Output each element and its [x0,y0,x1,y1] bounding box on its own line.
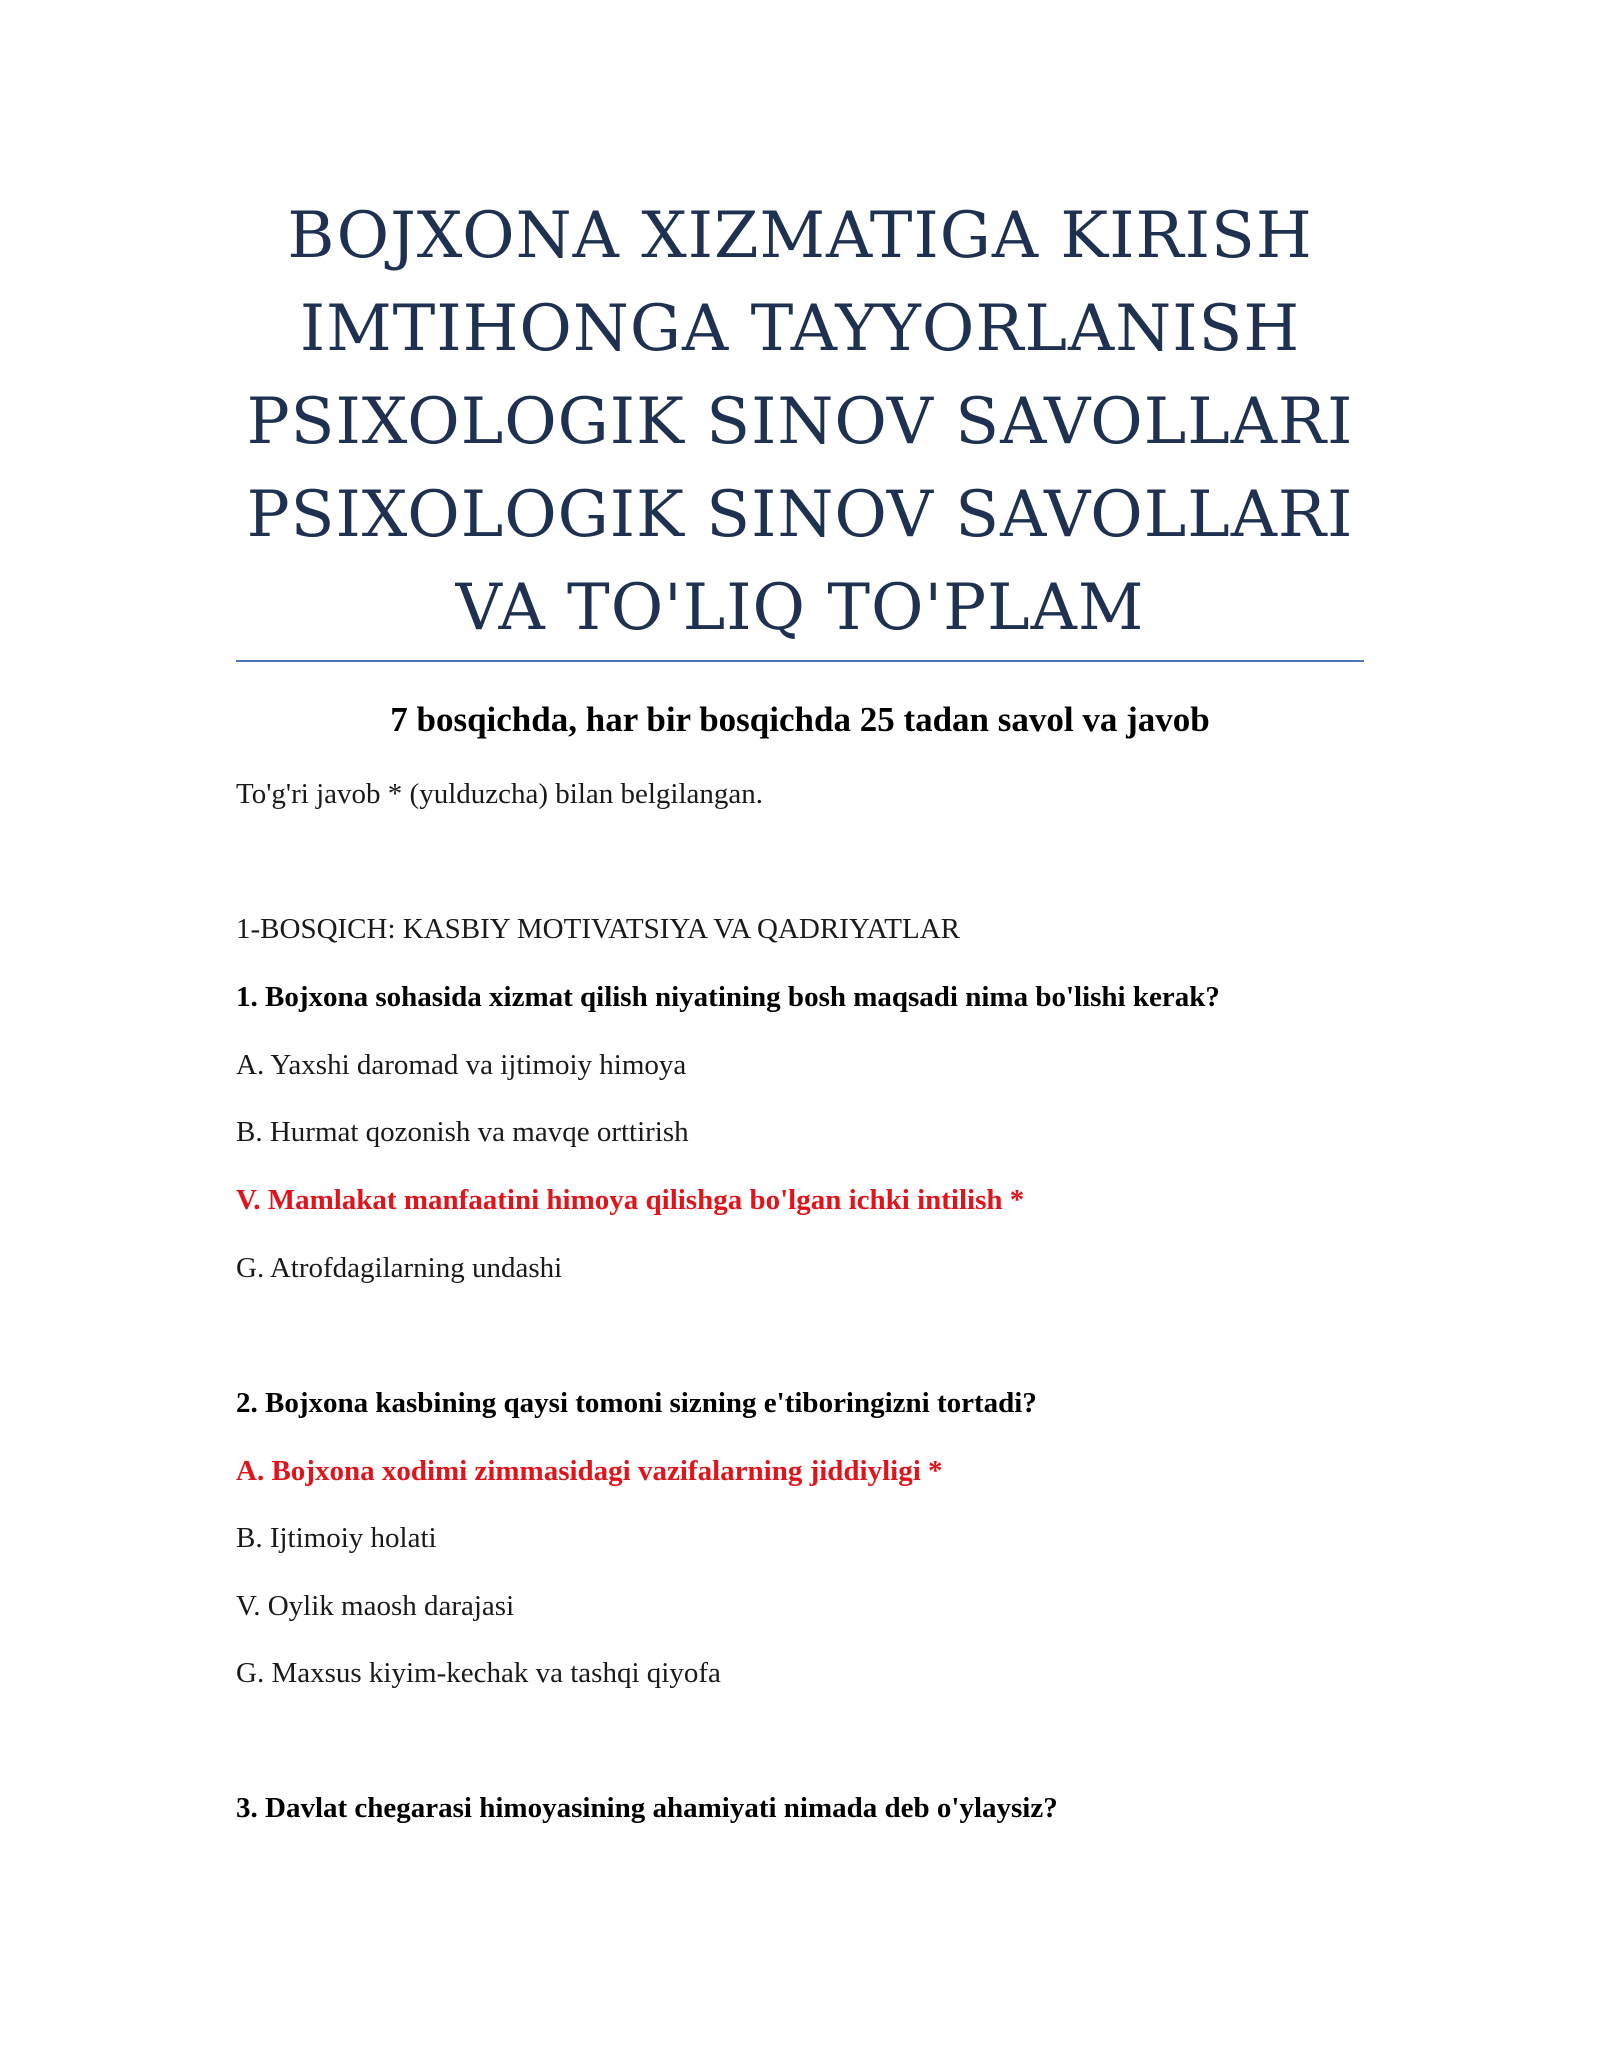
correct-answer-option: V. Mamlakat manfaatini himoya qilishga bo'lgan ichki intilish * [236,1184,1025,1216]
answer-option: B. Ijtimoiy holati [236,1522,437,1554]
title-line: PSIXOLOGIK SINOV SAVOLLARI [246,385,1354,459]
answer-option: B. Hurmat qozonish va mavqe orttirish [236,1116,689,1148]
answer-option: A. Yaxshi daromad va ijtimoiy himoya [236,1049,687,1081]
answer-option: V. Oylik maosh darajasi [236,1590,515,1622]
stage-heading: 1-BOSQICH: KASBIY MOTIVATSIYA VA QADRIYATLAR [236,913,961,945]
answer-option: G. Atrofdagilarning undashi [236,1252,563,1284]
title-line: PSIXOLOGIK SINOV SAVOLLARI [246,478,1354,552]
title-line: VA TO'LIQ TO'PLAM [455,571,1145,645]
question-text: 3. Davlat chegarasi himoyasining ahamiyati nimada deb o'ylaysiz? [236,1792,1058,1824]
question-text: 2. Bojxona kasbining qaysi tomoni sizning e'tiboringizni tortadi? [236,1387,1037,1419]
question-text: 1. Bojxona sohasida xizmat qilish niyatining bosh maqsadi nima bo'lishi kerak? [236,981,1220,1013]
answer-option: G. Maxsus kiyim-kechak va tashqi qiyofa [236,1657,721,1689]
document-title [236,190,1364,655]
title-line: BOJXONA XIZMATIGA KIRISH [287,199,1313,273]
correct-answer-option: A. Bojxona xodimi zimmasidagi vazifalarning jiddiyligi * [236,1455,943,1487]
answer-key-note: To'g'ri javob * (yulduzcha) bilan belgilangan. [236,778,764,810]
title-line: IMTIHONGA TAYYORLANISH [299,292,1301,366]
document-subtitle: 7 bosqichda, har bir bosqichda 25 tadan savol va javob [390,700,1210,739]
title-divider [236,660,1364,662]
